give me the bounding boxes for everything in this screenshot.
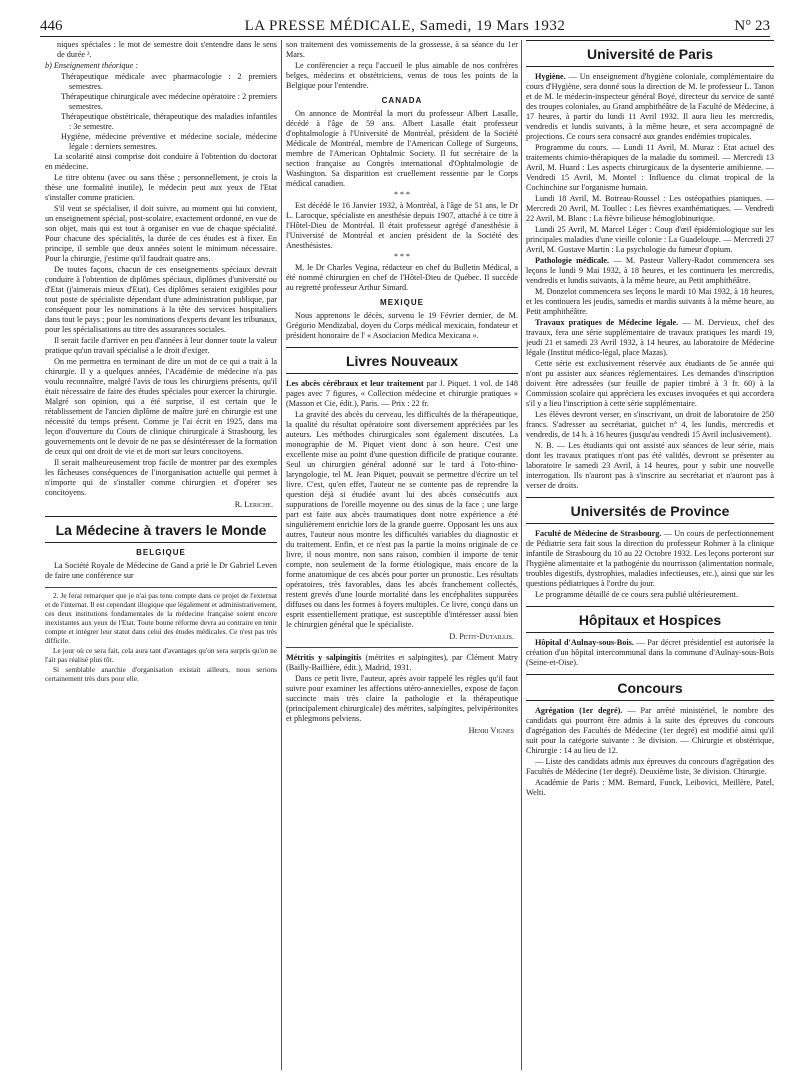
list-item: Hygiène, médecine préventive et médecine sociale, médecine légale : derniers semestres.: [61, 132, 277, 151]
country-heading: BELGIQUE: [136, 548, 186, 557]
entry-heading: Hôpital d'Aulnay-sous-Bois.: [535, 638, 634, 647]
footnote: 2. Je ferai remarquer que je n'ai pas tenu compte dans ce projet de l'externat et de l'internat. Il est cependant illogique que légalement et administrativement, ces deux institutions fondamentales de la médecine française soient encore inexistantes aux yeux de l'Etat. Toute bonne réforme devra au contraire en tenir compte et intégrer leur statut dans celui des études médicales. Ce n'est pas très difficile.: [45, 591, 277, 645]
entry-text: — M. Pasteur Vallery-Radot commencera ses leçons le lundi 9 Mai 1932, à 18 heures, et les continuera les mercredis, vendredis et lundis suivants, à la même heure, au Petit amphithéâtre.: [526, 256, 774, 285]
section-title: Concours: [526, 674, 774, 701]
paragraph: La scolarité ainsi comprise doit conduire à l'obtention du doctorat en médecine.: [45, 152, 277, 171]
paragraph: On annonce de Montréal la mort du professeur Albert Lasalle, décédé à l'âge de 59 ans. Albert Lasalle était professeur d'ophtalmologie à l'Université de Montréal, président de la Société Médicale de Montréal, membre de l'American College of Surgeons, membre de l'American Ophtalmic Society. Il fut secrétaire de la section française au Congrès international d'Ophtalmologie de Washington. Sa disparition est cruellement ressentie par le Corps médical canadien.: [286, 109, 518, 188]
paragraph: On me permettra en terminant de dire un mot de ce qui a trait à la chirurgie. Il y a quelques années, l'Académie de médecine n'a pas voulu reconnaître, malgré l'avis de tous les chirurgiens présents, qu'il était nécessaire de faire des études spéciales pour exercer la chirurgie. Malgré son opinion, qui a été surprise, il est certain que le rétablissement de l'ancien diplôme de maître juré en chirurgie est une nécessité du temps présent. Comme je l'ai écrit en 1925, dans ma leçon d'ouverture du Cours de clinique chirurgicale à Strasbourg, les gouvernements ont le devoir de ne pas se désintéresser de la formation de ceux qui ont droit de vie et de mort sur leurs concitoyens.: [45, 357, 277, 456]
paragraph: [526, 706, 774, 756]
book-entry: [286, 653, 518, 673]
list-item: Thérapeutique médicale avec pharmacologie : 2 premiers semestres.: [61, 72, 277, 91]
column-right: [526, 40, 774, 1070]
footnote: Si semblable anarchie d'organisation existait ailleurs, nous serions certainement très durs pour elle.: [45, 665, 277, 683]
paragraph: Les élèves devront verser, en s'inscrivant, un droit de laboratoire de 250 francs. S'adresser au secrétariat, guichet n° 4, les lundis, mercredis et vendredis, de 14 h. à 16 heures (jusqu'au vendredi 15 Avril inclusivement).: [526, 410, 774, 439]
country-heading: CANADA: [381, 96, 423, 105]
page-number: 446: [40, 18, 63, 34]
paragraph: M. le Dr Charles Vegina, rédacteur en chef du Bulletin Médical, a été nommé chirurgien en chef de l'Hôtel-Dieu de Québec. Il succède au regretté professeur Arthur Simard.: [286, 263, 518, 292]
paragraph: Lundi 18 Avril, M. Botreau-Roussel : Les ostéopathies pianiques. — Mercredi 20 Avril, M. Toullec : Les fièvres exanthématiques. — Vendredi 22 Avril, M. Blanc : La fièvre bilieuse hémoglobinurique.: [526, 194, 774, 223]
paragraph: Dans ce petit livre, l'auteur, après avoir rappelé les règles qu'il faut suivre pour examiner les affections utéro-annexielles, expose de façon succincte mais très claire la pathologie et la thérapeutique (principalement chirurgicale) des métrites, salpingites, pelvipéritonites et phlegmons pelviens.: [286, 674, 518, 723]
entry-heading: Pathologie médicale.: [535, 256, 610, 265]
section-title: Université de Paris: [526, 40, 774, 67]
country-heading: MEXIQUE: [380, 298, 424, 307]
separator-stars: * * *: [394, 190, 410, 199]
section-title: La Médecine à travers le Monde: [45, 516, 277, 543]
book-title: Métritis y salpingitis: [286, 653, 362, 662]
entry-heading: Hygiène.: [535, 72, 566, 81]
signature: Henri Vignes: [468, 726, 514, 735]
journal-title: LA PRESSE MÉDICALE, Samedi, 19 Mars 1932: [244, 18, 566, 34]
entry-text: — Un cours de perfectionnement de Pédiatrie sera fait sous la direction du professeur Rohmer à la clinique infantile de Strasbourg du 10 au 22 Octobre 1932. Les leçons porteront sur l'hygiène alimentaire et la pathogénie du nourrisson (alimentation normale, troubles digestifs, dystrophies, maladies infectieuses, etc.), ainsi que sur les questions pédiatriques à l'ordre du jour.: [526, 529, 774, 588]
entry-text: — Par décret présidentiel est autorisée la création d'un hôpital intercommunal dans la commune d'Aulnay-sous-Bois (Seine-et-Oise).: [526, 638, 774, 667]
section-title: Universités de Province: [526, 497, 774, 524]
book-reference: (métrites et salpingites), par Clément Matry (Bailly-Baillière, édit.), Madrid, 1931.: [286, 653, 518, 672]
list-item: Thérapeutique obstétricale, thérapeutique des maladies infantiles : 3e semestre.: [61, 112, 277, 131]
entry-heading: Agrégation (1er degré).: [535, 706, 623, 715]
section-title: Livres Nouveaux: [286, 347, 518, 374]
issue-number: N° 23: [734, 18, 770, 34]
book-entry: [286, 379, 518, 409]
paragraph: Il serait malheureusement trop facile de montrer par des exemples les fâcheuses conséquences de l'inorganisation actuelle qui permet à n'importe qui de s'installer comme chirurgien et d'opérer ses concitoyens.: [45, 458, 277, 497]
book-reference: par J. Piquet. 1 vol. de 148 pages avec 7 figures, « Collection médecine et chirurgie pratiques » (Masson et Cie, édit.), Paris. — Prix : 22 fr.: [286, 379, 518, 408]
paragraph: — Liste des candidats admis aux épreuves du concours d'agrégation des Facultés de Médecine (1er degré). Deuxième liste, 3e division. Chirurgie.: [526, 757, 774, 776]
entry-text: — Par arrêté ministériel, le nombre des candidats qui pourront être admis à la suite des épreuves du concours d'agrégation des Facultés de Médecine (1er degré) est modifié ainsi qu'il suit pour la catégorie suivante : 3e division. — Chirurgie et obstétrique, Chirurgie : 14 au lieu de 12.: [526, 706, 774, 755]
paragraph: La Société Royale de Médecine de Gand a prié le Dr Gabriel Leven de faire une conférence sur: [45, 561, 277, 580]
paragraph: Lundi 25 Avril, M. Marcel Léger : Coup d'œil épidémiologique sur les principales maladies d'une vieille colonie : La Guadeloupe. — Mercredi 27 Avril, M. Gustave Martin : La psychologie du fumeur d'opium.: [526, 225, 774, 254]
paragraph: Il serait facile d'arriver en peu d'années à leur donner toute la valeur pratique qu'un travail spécialisé a le droit d'exiger.: [45, 336, 277, 355]
paragraph: Est décédé le 16 Janvier 1932, à Montréal, à l'âge de 51 ans, le Dr L. Larocque, spécialiste en anesthésie depuis 1907, attaché à ce titre à l'Hôtel-Dieu de Montréal. Il était professeur agrégé d'anesthésie à l'Université de Montréal et ancien président de la Société des Anesthésistes.: [286, 201, 518, 250]
divider: [286, 647, 518, 648]
column-left: [45, 40, 277, 1070]
paragraph: [526, 638, 774, 668]
book-title: Les abcès cérébraux et leur traitement: [286, 379, 424, 388]
paragraph: son traitement des vomissements de la grossesse, à sa séance du 1er Mars.: [286, 40, 518, 59]
paragraph: Académie de Paris : MM. Bernard, Funck, Leibovici, Meillère, Patel, Welti.: [526, 778, 774, 797]
entry-text: — M. Dervieux, chef des travaux, fera une série supplémentaire de travaux pratiques les mardi 19, jeudi 21 et samedi 23 Avril 1932, à 14 heures, au laboratoire de Médecine légale (Institut médico-légal, place Mazas).: [526, 318, 774, 357]
paragraph: M. Donzelot commencera ses leçons le mardi 10 Mai 1932, à 18 heures, et les continuera les jeudis, samedis et mardis suivants à la même heure, au Petit amphithéâtre.: [526, 287, 774, 316]
paragraph: Le programme détaillé de ce cours sera publié ultérieurement.: [535, 590, 739, 599]
separator-stars: * * *: [394, 252, 410, 261]
paragraph: niques spéciales : le mot de semestre doit s'entendre dans le sens de durée ².: [57, 40, 277, 59]
paragraph: [526, 529, 774, 589]
paragraph: Le titre obtenu (avec ou sans thèse ; personnellement, je crois la thèse une formalité inutile), le médecin peut aux yeux de l'Etat s'installer comme praticien.: [45, 173, 277, 202]
paragraph: b) Enseignement théorique :: [45, 61, 138, 70]
paragraph: N. B. — Les étudiants qui ont assisté aux séances de leur série, mais dont les travaux pratiques n'ont pas été validés, devront se présenter au laboratoire le samedi 23 Avril, à 14 heures, pour y subir une nouvelle interrogation. Ils n'auront pas à s'inscrire au secrétariat et n'auront pas à verser de droits.: [526, 441, 774, 490]
paragraph: Programme du cours. — Lundi 11 Avril, M. Muraz : Etat actuel des traitements chimio-thérapiques de la maladie du sommeil. — Mercredi 13 Avril, M. Huard : Les aspects chirurgicaux de la dysenterie amibienne. — Vendredi 15 Avril, M. Montel : Influence du climat tropical de la Cochinchine sur l'organisme humain.: [526, 143, 774, 192]
paragraph: Le conférencier a reçu l'accueil le plus aimable de nos confrères belges, médecins et obstétriciens, venus de tous les points de la Belgique pour l'entendre.: [286, 61, 518, 90]
footnote: Le jour où ce sera fait, cela aura tant d'avantages qu'on sera surpris qu'on ne l'ait pas réalisé plus tôt.: [45, 646, 277, 664]
paragraph: [526, 318, 774, 358]
entry-heading: Faculté de Médecine de Strasbourg.: [535, 529, 662, 538]
paragraph: Nous apprenons le décès, survenu le 19 Février dernier, de M. Grégorio Mendizabal, doyen du Corps médical mexicain, fondateur et président honoraire de l' « Asociacion Medica Mexicana ».: [286, 311, 518, 340]
paragraph: La gravité des abcès du cerveau, les difficultés de la thérapeutique, la qualité du résultat opératoire sont diversement appréciées par les auteurs. Les méthodes chirurgicales sont également discutées. La monographie de M. Piquet vient donc à son heure. C'est une excellente mise au point d'une question difficile de pratique courante. Seul un chirurgien général adonné sur le tard à l'oto-rhino-laryngologie, tel M. Jean Piquet, pouvait se permettre d'écrire un tel livre. C'est, qu'en effet, l'auteur ne se contente pas de reprendre la question déjà si étudiée avant lui des abcès consécutifs aux suppurations de l'oreille moyenne ou des sinus de la face ; une large part est faite aux abcès traumatiques dont notre expérience a été singulièrement enrichie lors de la grande guerre. Opposant les uns aux autres, l'auteur nous montre les difficultés variables du diagnostic et du traitement. Enfin, et ce n'est pas la partie la moins originale de ce livre, il nous montre, non sans raison, combien il importe de tenir compte, non seulement de la forme étiologique, mais encore de la forme anatomique de ces abcès pour porter un pronostic. Les résultats opératoires, très favorables, dans les abcès franchement collectés, restent grevés d'une lourde mortalité dans les encéphalites suppurées diffuses ou dans les formes à foyers multiples. Ce livre, conçu dans un esprit essentiellement pratique, est susceptible d'intéresser aussi bien le chirurgien général que le spécialiste.: [286, 410, 518, 629]
paragraph: [526, 72, 774, 142]
column-middle: [286, 40, 518, 1070]
column-divider: [521, 40, 522, 1070]
paragraph: De toutes façons, chacun de ces enseignements spéciaux devrait conduire à l'obtention de diplômes spéciaux, diplômes d'université ou d'Etat (j'aimerais mieux d'Etat). Ces diplômes seraient exigibles pour tout poste de spécialiste dépendant d'une administration publique, par conséquent pour les nominations à la tête des services hospitaliers dans tout le pays ; pour les nominations d'experts devant les tribunaux, pour les spécialisations au titre des assurances sociales.: [45, 265, 277, 334]
list-item: Thérapeutique chirurgicale avec médecine opératoire : 2 premiers semestres.: [61, 92, 277, 111]
paragraph: S'il veut se spécialiser, il doit suivre, au moment qui lui convient, un enseignement spécial, post-scolaire, exactement ordonné, en vue de son objet, mais qui est tout à organiser en vue de chaque spécialité. Pour chacune des spécialités, la durée de ces études est à fixer. En principe, il semble que deux années soient le minimum nécessaire. Pour la chirurgie, j'estime qu'il faudrait quatre ans.: [45, 204, 277, 263]
signature: D. Petit-Dutaillis.: [449, 632, 514, 641]
entry-heading: Travaux pratiques de Médecine légale.: [535, 318, 679, 327]
footnotes: [45, 587, 277, 683]
entry-text: — Un enseignement d'hygiène coloniale, complémentaire du cours d'Hygiène, sera donné sous la direction de M. le professeur L. Tanon et de M. le médecin-inspecteur général Boyé, directeur du service de santé des troupes coloniales, au Grand amphithéâtre de la Faculté de Médecine, à 17 heures, à partir du lundi 11 Avril 1932. Il aura lieu les mercredis, vendredis et lundis suivants, à la même heure, et sera accompagné de projections. Ce cours sera consacré aux grandes endémies tropicales.: [526, 72, 774, 141]
page-header: [40, 12, 770, 37]
paragraph: Cette série est exclusivement réservée aux étudiants de 5e année qui n'ont pu assister aux séances réglementaires. Les demandes d'inscription doivent être adressées (sur feuille de papier timbré à 3 fr. 60) à la Commission scolaire qui appréciera les excuses invoquées et qui accordera s'il y a lieu l'inscription à cette série supplémentaire.: [526, 359, 774, 408]
column-divider: [281, 40, 282, 1070]
paragraph: [526, 256, 774, 286]
signature: R. Leriche.: [234, 500, 273, 509]
section-title: Hôpitaux et Hospices: [526, 606, 774, 633]
